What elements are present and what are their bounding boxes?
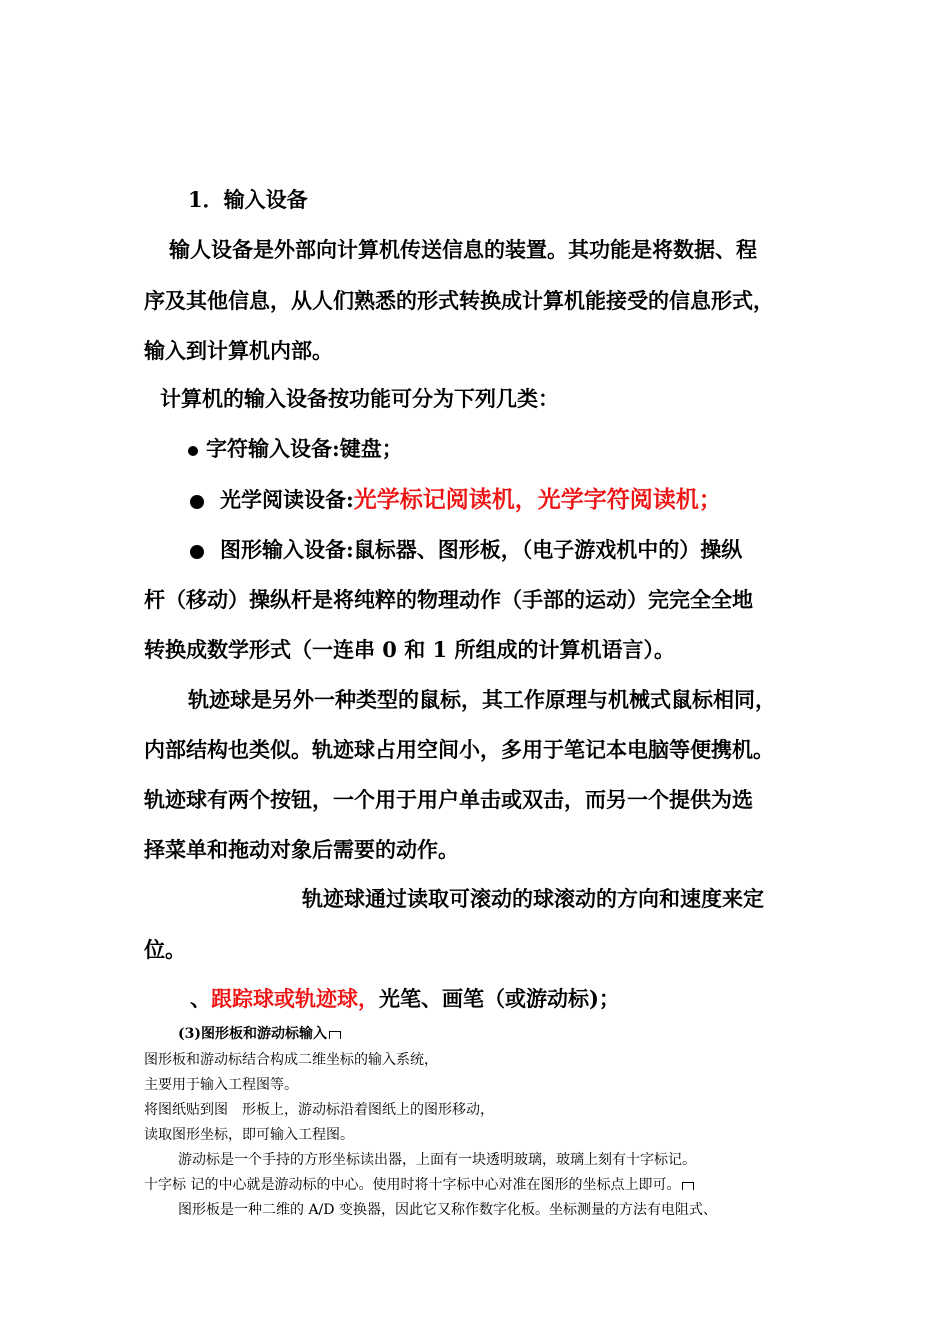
trackball-line-3: 轨迹球有两个按钮，一个用于用户单击或双击，而另一个提供为选: [144, 787, 753, 812]
list-item-optical: [190, 487, 722, 513]
small-line-6-text: 十字标 记的中心就是游动标的中心。使用时将十字标中心对准在图形的坐标点上即可。: [144, 1177, 681, 1193]
bullet-icon: [188, 446, 198, 456]
small-line-2: 主要用于输入工程图等。: [144, 1077, 298, 1093]
small-line-3: 将图纸贴到图 形板上，游动标沿着图纸上的图形移动，: [144, 1102, 494, 1118]
devices-brush: 画笔（或游动标: [442, 987, 589, 1011]
intro-line-3: 输入到计算机内部。: [144, 338, 333, 363]
edit-mark-icon: [682, 1182, 694, 1190]
small-line-4: 读取图形坐标，即可输入工程图。: [144, 1127, 354, 1143]
trackball-line-4: 择菜单和拖动对象后需要的动作。: [144, 837, 459, 862]
list-item-label: 光学阅读设备:: [220, 487, 354, 512]
small-line-7: 图形板是一种二维的 A/D 变换器，因此它又称作数字化板。坐标测量的方法有电阻式、: [178, 1202, 717, 1218]
small-line-1: 图形板和游动标结合构成二维坐标的输入系统，: [144, 1052, 438, 1068]
bullet-icon: [190, 495, 204, 509]
list-item-text: 图形输入设备:鼠标器、图形板，（电子游戏机中的）操纵: [220, 537, 743, 562]
list-item-graphic: [190, 537, 742, 563]
intro-line-2: 序及其他信息，从人们熟悉的形式转换成计算机能接受的信息形式，: [144, 288, 774, 313]
list-item-keyboard: [188, 436, 403, 462]
trackball-line-1: 轨迹球是另外一种类型的鼠标，其工作原理与机械式鼠标相同，: [188, 687, 776, 712]
devices-suffix: )；: [589, 986, 620, 1011]
bullet-icon: [190, 545, 204, 559]
intro-line-1: 输人设备是外部向计算机传送信息的装置。其功能是将数据、程: [169, 237, 757, 262]
devices-highlight: 跟踪球或轨迹球，: [211, 987, 379, 1011]
trackball-line-6: 位。: [144, 937, 186, 962]
section-heading: 1．输入设备: [188, 187, 308, 212]
edit-mark-icon: [329, 1031, 341, 1039]
list-item-highlight: 光学标记阅读机，光学字符阅读机；: [353, 486, 722, 513]
devices-line: [190, 986, 620, 1012]
small-heading: [178, 1025, 341, 1043]
graphic-line-3: 转换成数学形式（一连串 0 和 1 所组成的计算机语言）。: [144, 637, 675, 662]
devices-pen: 光笔、: [379, 986, 442, 1011]
trackball-line-2: 内部结构也类似。轨迹球占用空间小，多用于笔记本电脑等便携机。: [144, 737, 774, 762]
small-line-6: [144, 1176, 694, 1194]
devices-prefix: 、: [190, 986, 211, 1011]
category-title: 计算机的输入设备按功能可分为下列几类：: [160, 387, 559, 411]
trackball-line-5: 轨迹球通过读取可滚动的球滚动的方向和速度来定: [302, 886, 764, 911]
list-item-text: 字符输入设备:键盘；: [206, 436, 403, 461]
small-line-5: 游动标是一个手持的方形坐标读出器，上面有一块透明玻璃，玻璃上刻有十字标记。: [178, 1152, 696, 1168]
graphic-line-2: 杆（移动）操纵杆是将纯粹的物理动作（手部的运动）完完全全地: [144, 587, 753, 612]
small-heading-text: (3)图形板和游动标输入: [178, 1026, 327, 1042]
